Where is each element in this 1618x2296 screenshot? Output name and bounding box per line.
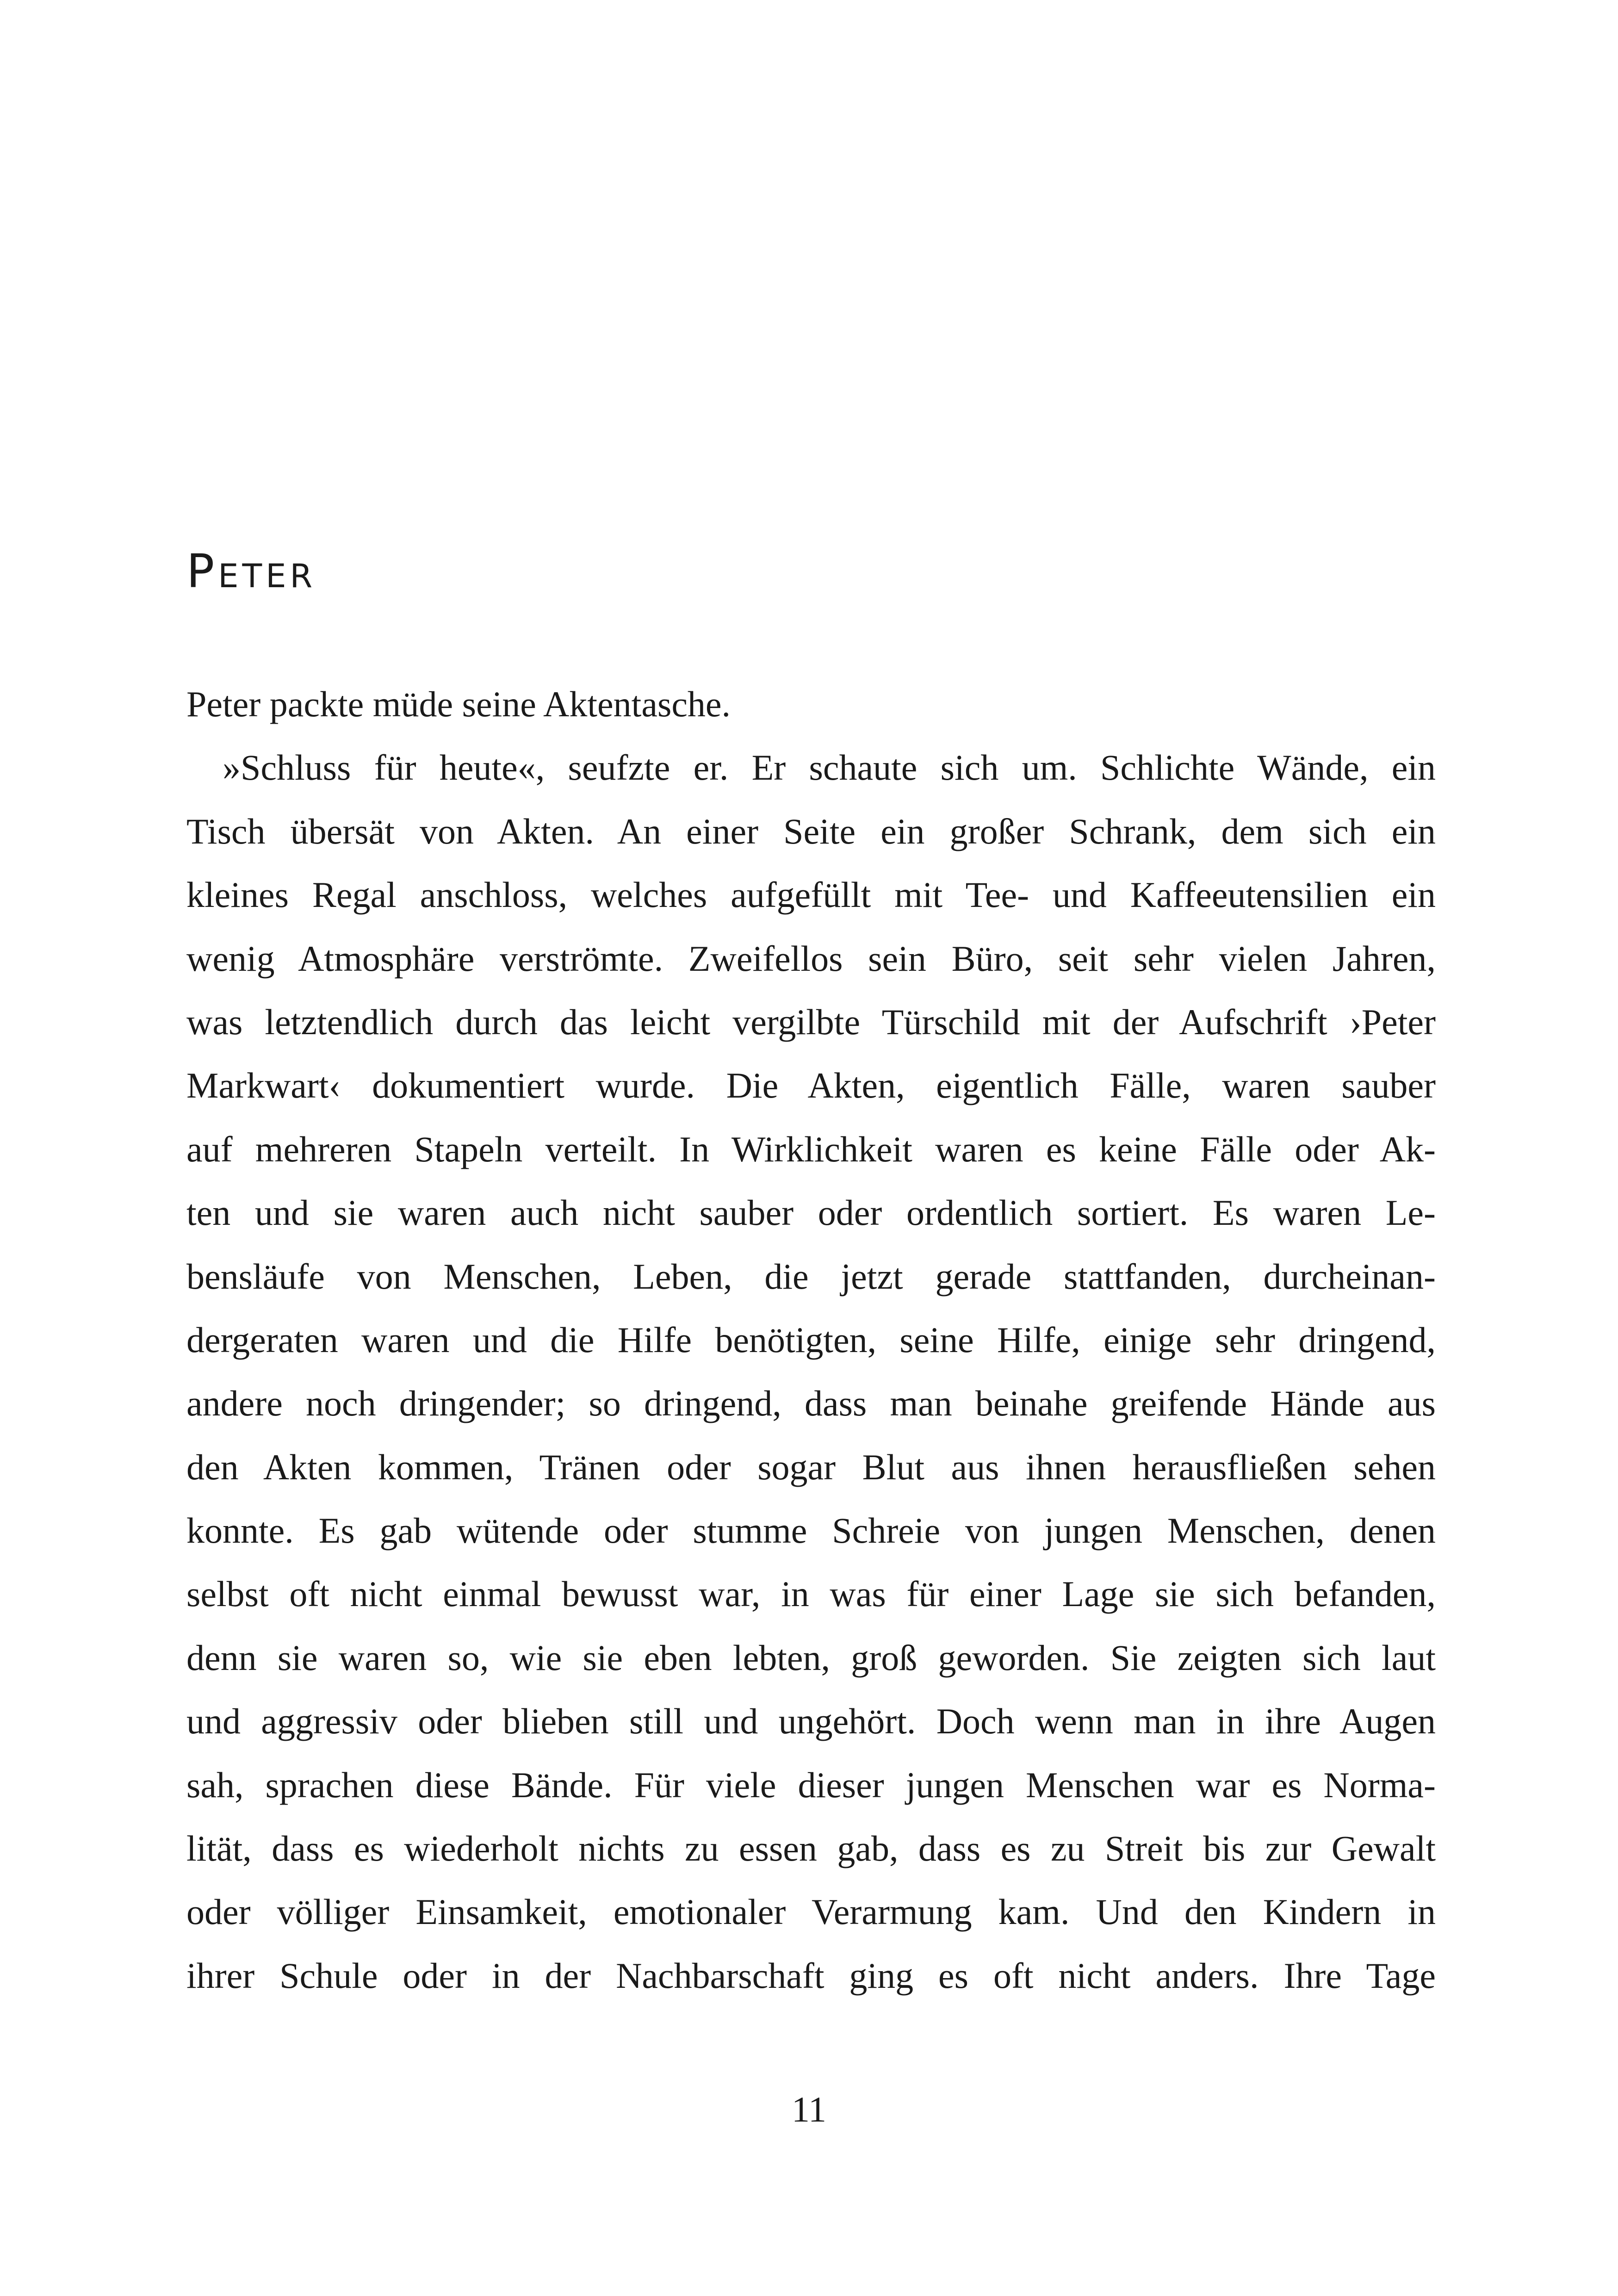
text-line: bensläufe von Menschen, Leben, die jetzt gerade stattfanden, durcheinan- bbox=[186, 1256, 1436, 1297]
page-number: 11 bbox=[791, 2089, 827, 2129]
text-line: oder völliger Einsamkeit, emotionaler Verarmung kam. Und den Kindern in bbox=[186, 1892, 1436, 1932]
text-line: Markwart‹ dokumentiert wurde. Die Akten, eigentlich Fälle, waren sauber bbox=[186, 1065, 1436, 1106]
text-line: den Akten kommen, Tränen oder sogar Blut aus ihnen herausfließen sehen bbox=[186, 1446, 1436, 1487]
text-line: kleines Regal anschloss, welches aufgefüllt mit Tee- und Kaffeeutensilien ein bbox=[186, 875, 1436, 915]
text-line: und aggressiv oder blieben still und ungehört. Doch wenn man in ihre Augen bbox=[186, 1701, 1436, 1742]
text-line: wenig Atmosphäre verströmte. Zweifellos sein Büro, seit sehr vielen Jahren, bbox=[186, 938, 1436, 979]
text-line: was letztendlich durch das leicht vergilbte Türschild mit der Aufschrift ›Peter bbox=[186, 1001, 1436, 1042]
text-line: selbst oft nicht einmal bewusst war, in was für einer Lage sie sich befanden, bbox=[186, 1574, 1436, 1614]
text-line: ten und sie waren auch nicht sauber oder ordentlich sortiert. Es waren Le- bbox=[186, 1192, 1436, 1233]
text-line: lität, dass es wiederholt nichts zu essen gab, dass es zu Streit bis zur Gewalt bbox=[186, 1828, 1436, 1869]
text-line: Tisch übersät von Akten. An einer Seite ein großer Schrank, dem sich ein bbox=[186, 811, 1436, 851]
text-line: konnte. Es gab wütende oder stumme Schreie von jungen Menschen, denen bbox=[186, 1510, 1436, 1551]
body-text bbox=[186, 672, 1436, 2007]
text-line: »Schluss für heute«, seufzte er. Er schaute sich um. Schlichte Wände, ein bbox=[223, 747, 1436, 788]
text-line: ihrer Schule oder in der Nachbarschaft ging es oft nicht anders. Ihre Tage bbox=[186, 1955, 1436, 1996]
chapter-title: Peter bbox=[186, 544, 316, 598]
text-line: andere noch dringender; so dringend, dass man beinahe greifende Hände aus bbox=[186, 1383, 1436, 1424]
text-line: denn sie waren so, wie sie eben lebten, groß geworden. Sie zeigten sich laut bbox=[186, 1637, 1436, 1678]
text-line: Peter packte müde seine Aktentasche. bbox=[186, 684, 731, 724]
text-line: dergeraten waren und die Hilfe benötigten, seine Hilfe, einige sehr dringend, bbox=[186, 1319, 1436, 1360]
text-line: sah, sprachen diese Bände. Für viele dieser jungen Menschen war es Norma- bbox=[186, 1764, 1436, 1805]
text-line: auf mehreren Stapeln verteilt. In Wirklichkeit waren es keine Fälle oder Ak- bbox=[186, 1129, 1436, 1169]
